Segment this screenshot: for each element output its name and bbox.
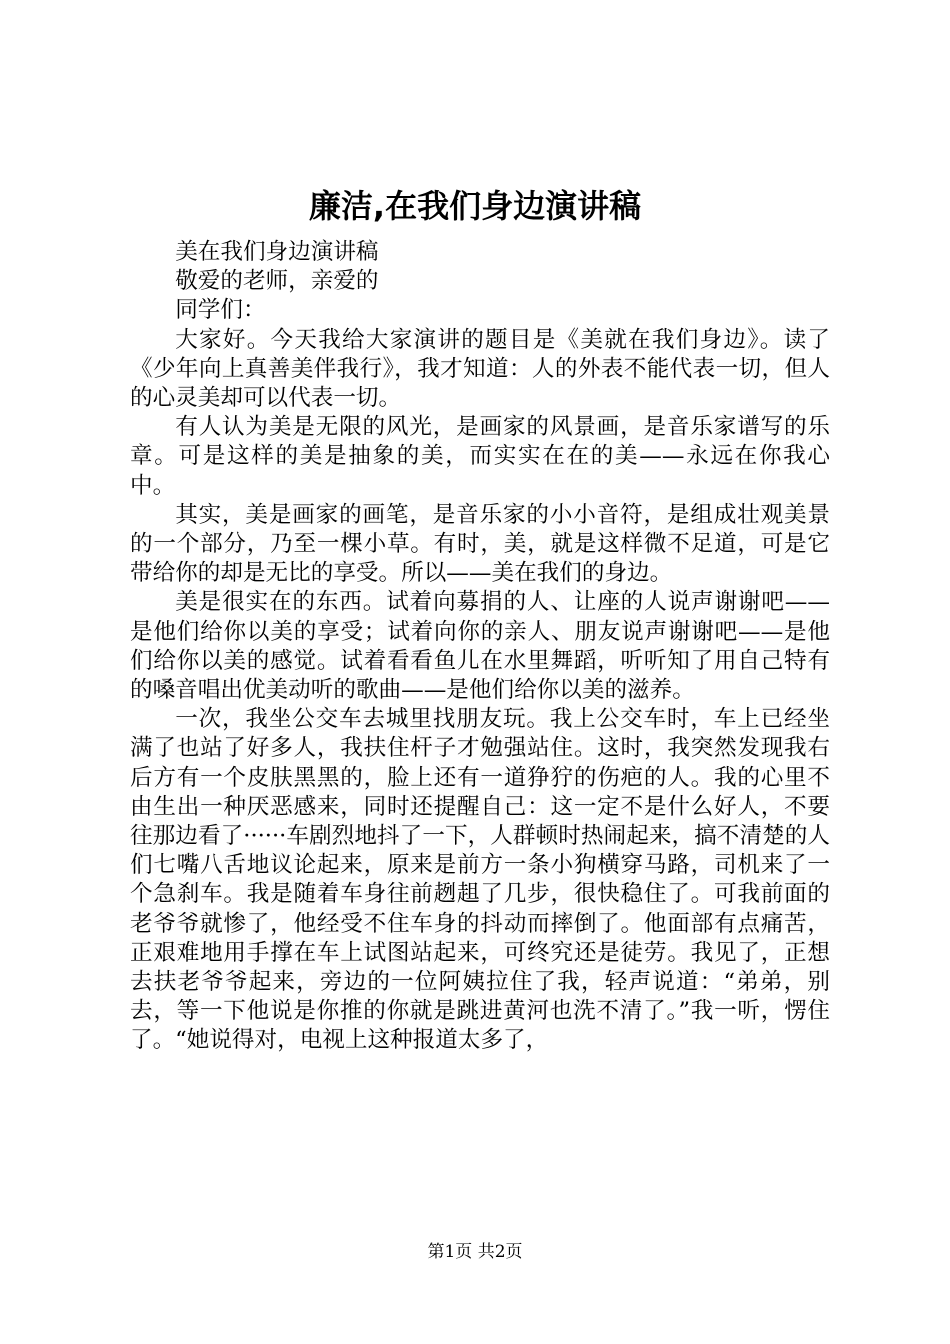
paragraph: 同学们： [175, 297, 266, 324]
paragraph: 美在我们身边演讲稿 [175, 239, 379, 265]
paragraph: 敬爱的老师，亲爱的 [175, 268, 379, 295]
paragraph: 大家好。今天我给大家演讲的题目是《美就在我们身边》。读了《少年向上真善美伴我行》，我才知道：人的外表不能代表一切，但人的心灵美却可以代表一切。 [130, 326, 830, 412]
document-title: 廉洁,在我们身边演讲稿 [308, 187, 642, 225]
page-number-footer: 第1页 共2页 [427, 1242, 523, 1262]
paragraph: 美是很实在的东西。试着向募捐的人、让座的人说声谢谢吧——是他们给你以美的享受；试着向你的亲人、朋友说声谢谢吧——是他们给你以美的感觉。试着看看鱼儿在水里舞蹈，听听知了用自己特有的嗓音唱出优美动听的歌曲——是他们给你以美的滋养。 [130, 589, 830, 704]
paragraph: 一次，我坐公交车去城里找朋友玩。我上公交车时，车上已经坐满了也站了好多人，我扶住杆子才勉强站住。这时，我突然发现我右后方有一个皮肤黑黑的，脸上还有一道狰狞的伤疤的人。我的心里不由生出一种厌恶感来，同时还提醒自己：这一定不是什么好人，不要往那边看了······车剧烈地抖了一下，人群顿时热闹起来，搞不清楚的人们七嘴八舌地议论起来，原来是前方一条小狗横穿马路，司机来了一个急刹车。我是随着车身往前趔趄了几步，很快稳住了。可我前面的老爷爷就惨了，他经受不住车身的抖动而摔倒了。他面部有点痛苦，正艰难地用手撑在车上试图站起来，可终究还是徒劳。我见了，正想去扶老爷爷起来，旁边的一位阿姨拉住了我，轻声说道：“弟弟，别去，等一下他说是你推的你就是跳进黄河也洗不清了。”我一听，愣住了。“她说得对，电视上这种报道太多了， [130, 706, 830, 1054]
document-body [130, 238, 830, 1056]
paragraph: 其实，美是画家的画笔，是音乐家的小小音符，是组成壮观美景的一个部分，乃至一棵小草。有时，美，就是这样微不足道，可是它带给你的却是无比的享受。所以——美在我们的身边。 [130, 501, 830, 587]
paragraph: 有人认为美是无限的风光，是画家的风景画，是音乐家谱写的乐章。可是这样的美是抽象的美，而实实在在的美——永远在你我心中。 [130, 414, 830, 499]
